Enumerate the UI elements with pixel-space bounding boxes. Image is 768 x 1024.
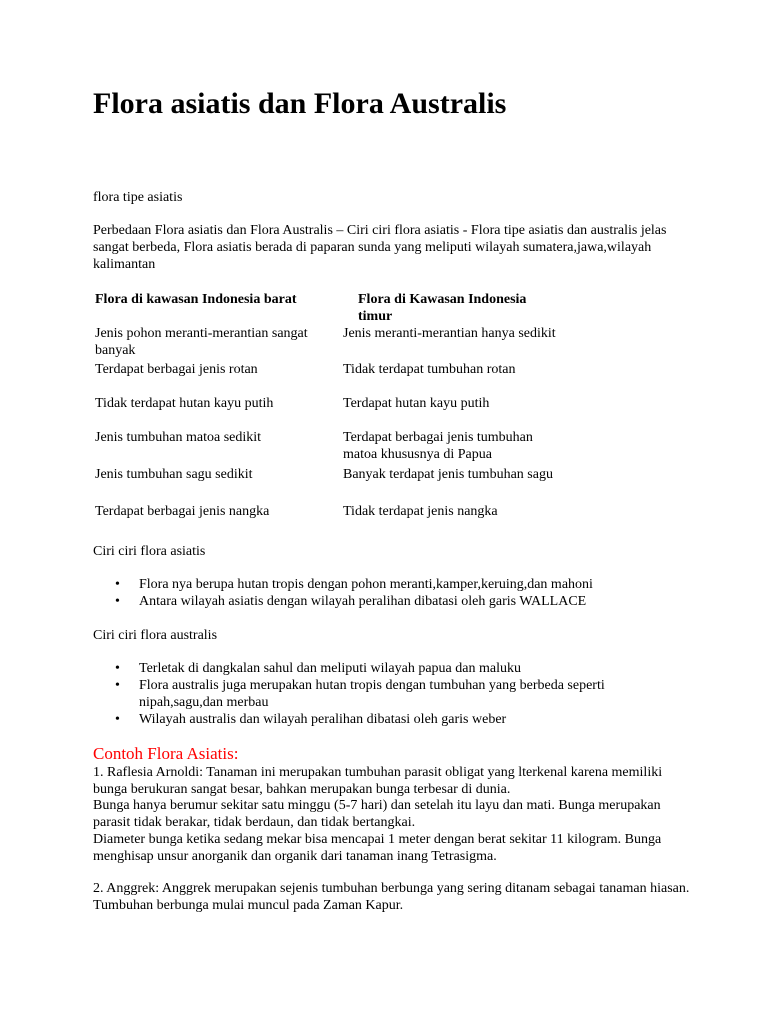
bullet-icon: •: [115, 661, 120, 676]
subtitle: flora tipe asiatis: [93, 190, 183, 205]
table-row: [90, 395, 568, 429]
table-row: [90, 466, 568, 503]
intro-paragraph: Perbedaan Flora asiatis dan Flora Australis – Ciri ciri flora asiatis - Flora tipe asiatis dan australis jelas sangat berbeda, Flora asiatis berada di paparan sunda yang meliputi wilayah sumatera,jawa,wilayah kalimantan: [93, 223, 667, 272]
list-item: [93, 660, 683, 677]
column-header-west: Flora di kawasan Indonesia barat: [95, 292, 297, 307]
table-cell: Jenis tumbuhan matoa sedikit: [95, 430, 262, 445]
table-cell: Tidak terdapat tumbuhan rotan: [343, 362, 516, 377]
table-cell: Jenis tumbuhan sagu sedikit: [95, 467, 253, 482]
table-cell: Terdapat hutan kayu putih: [343, 396, 490, 411]
table-cell: Jenis meranti-merantian hanya sedikit: [343, 326, 556, 341]
table-cell: Jenis pohon meranti-merantian sangat banyak: [95, 326, 308, 358]
list-item: [93, 677, 683, 711]
bullet-icon: •: [115, 678, 120, 693]
paragraph-line: Diameter bunga ketika sedang mekar bisa mencapai 1 meter dengan berat sekitar 11 kilogram. Bunga menghisap unsur anorganik dan organik dari tanaman inang Tetrasigma.: [93, 831, 662, 864]
bullet-icon: •: [115, 577, 120, 592]
list-item: [93, 593, 683, 610]
page-title: Flora asiatis dan Flora Australis: [93, 87, 507, 120]
list-item-text: Terletak di dangkalan sahul dan meliputi wilayah papua dan maluku: [139, 661, 521, 676]
table-row: [90, 361, 568, 395]
table-row: [90, 429, 568, 466]
comparison-table: [90, 289, 568, 523]
list-item: [93, 711, 683, 728]
list-item-text: Wilayah australis dan wilayah peralihan dibatasi oleh garis weber: [139, 712, 507, 727]
table-row: [90, 503, 568, 523]
table-cell: Tidak terdapat hutan kayu putih: [95, 396, 274, 411]
table-cell: Terdapat berbagai jenis nangka: [95, 504, 270, 519]
australis-list: [93, 660, 683, 728]
list-item-text: Flora australis juga merupakan hutan tropis dengan tumbuhan yang berbeda seperti nipah,sagu,dan merbau: [139, 678, 605, 710]
paragraph-line: Bunga hanya berumur sekitar satu minggu (5-7 hari) dan setelah itu layu dan mati. Bunga merupakan parasit tidak berakar, tidak berdaun, dan tidak bertangkai.: [93, 798, 661, 831]
list-item: [93, 576, 683, 593]
contoh-heading: Contoh Flora Asiatis:: [93, 744, 239, 763]
table-cell: Terdapat berbagai jenis tumbuhan matoa khususnya di Papua: [343, 430, 533, 462]
australis-heading: Ciri ciri flora australis: [93, 628, 218, 643]
asiatis-heading: Ciri ciri flora asiatis: [93, 544, 206, 559]
raflesia-paragraph: [93, 765, 693, 865]
anggrek-paragraph: 2. Anggrek: Anggrek merupakan sejenis tumbuhan berbunga yang sering ditanam sebagai tanaman hiasan. Tumbuhan berbunga mulai muncul pada Zaman Kapur.: [93, 881, 690, 913]
asiatis-list: [93, 576, 683, 610]
column-header-east: Flora di Kawasan Indonesia timur: [358, 292, 527, 324]
table-cell: Banyak terdapat jenis tumbuhan sagu: [343, 467, 553, 482]
table-row: [90, 325, 568, 361]
paragraph-line: 1. Raflesia Arnoldi: Tanaman ini merupakan tumbuhan parasit obligat yang lterkenal karena memiliki bunga berukuran sangat besar, bahkan merupakan bunga terbesar di dunia.: [93, 765, 663, 797]
table-header-row: [90, 289, 568, 325]
table-cell: Terdapat berbagai jenis rotan: [95, 362, 258, 377]
table-cell: Tidak terdapat jenis nangka: [343, 504, 498, 519]
bullet-icon: •: [115, 594, 120, 609]
bullet-icon: •: [115, 712, 120, 727]
list-item-text: Flora nya berupa hutan tropis dengan pohon meranti,kamper,keruing,dan mahoni: [139, 577, 593, 592]
list-item-text: Antara wilayah asiatis dengan wilayah peralihan dibatasi oleh garis WALLACE: [139, 594, 587, 609]
